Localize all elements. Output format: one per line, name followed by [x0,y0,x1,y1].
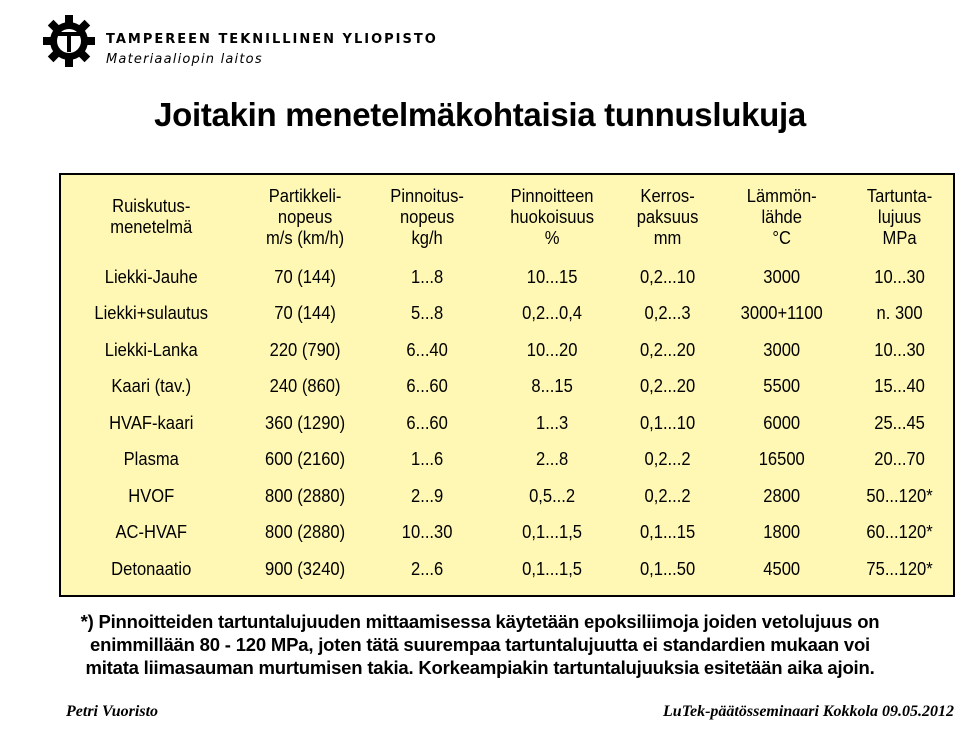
table-cell: 0,2...20 [639,376,696,397]
table-cell: 50...120* [866,485,933,506]
header-method: Ruiskutus- menetelmä [110,196,193,237]
table-cell: 2800 [763,485,801,506]
table-cell: Plasma [123,449,179,470]
table-cell: Liekki-Jauhe [104,266,198,287]
table-cell: 0,2...3 [644,303,691,324]
table-row [61,405,952,442]
table-cell: 1...8 [411,266,444,287]
table-cell: 8...15 [531,376,573,397]
table-row [61,515,952,552]
table-cell: 800 (2880) [265,485,346,506]
table-cell: 0,1...15 [639,522,696,543]
table-cell: 3000+1100 [740,303,823,324]
table-cell: 220 (790) [269,339,341,360]
table-cell: 6...40 [406,339,448,360]
footnote-line: mitata liimasauman murtumisen takia. Korkeampiakin tartuntalujuuksia esitetään aika ajoin. [85,657,875,678]
table-row [61,332,952,369]
table-cell: 15...40 [874,376,925,397]
table-cell: 2...8 [535,449,569,470]
table-cell: 10...20 [526,339,578,360]
table-cell: 20...70 [874,449,925,470]
table-cell: Detonaatio [111,558,192,579]
footnote-line: enimmillään 80 - 120 MPa, joten tätä suurempaa tartuntalujuutta ei standardien mukaan voi [90,634,870,655]
table-cell: 5500 [763,376,801,397]
table-cell: 1800 [763,522,801,543]
table-cell: HVOF [128,485,175,506]
table-cell: 600 (2160) [265,449,346,470]
table-cell: 2...9 [411,485,444,506]
slide-title: Joitakin menetelmäkohtaisia tunnuslukuja [154,96,806,133]
table-cell: AC-HVAF [115,522,187,543]
table-cell: HVAF-kaari [109,412,194,433]
table-row [61,296,952,333]
table-cell: 0,2...20 [639,339,696,360]
table-cell: 10...30 [874,266,925,287]
table-cell: 0,2...2 [644,449,691,470]
gear-logo-icon [40,12,98,70]
department-name: Materiaaliopin laitos [106,52,263,67]
table-cell: 16500 [758,449,805,470]
table-cell: Liekki+sulautus [94,303,209,324]
header-particle-velocity: Partikkeli- nopeus m/s (km/h) [265,185,345,248]
table-cell: 70 (144) [274,266,336,287]
table-cell: Kaari (tav.) [111,376,192,397]
table-cell: 0,2...2 [644,485,691,506]
table-cell: 0,1...10 [639,412,696,433]
table-cell: 800 (2880) [265,522,346,543]
header-adhesion: Tartunta- lujuus MPa [866,185,933,248]
footer-author: Petri Vuoristo [66,703,159,720]
table-cell: 3000 [763,339,801,360]
table-cell: 6000 [763,412,801,433]
table-row [61,551,952,588]
organization-name: TAMPEREEN TEKNILLINEN YLIOPISTO [106,32,438,47]
table-cell: 0,1...1,5 [522,522,583,543]
table-cell: 5...8 [411,303,444,324]
table-cell: 0,1...1,5 [522,558,583,579]
data-table [61,175,952,588]
table-cell: 4500 [763,558,801,579]
table-cell: 1...3 [535,412,569,433]
table-cell: n. 300 [876,303,923,324]
header-thickness: Kerros- paksuus mm [636,185,699,248]
table-cell: 240 (860) [269,376,341,397]
footer-event: LuTek-päätösseminaari Kokkola 09.05.2012 [663,703,954,720]
table-cell: 70 (144) [274,303,336,324]
table-row [61,369,952,406]
table-cell: 0,2...0,4 [522,303,583,324]
table-cell: 60...120* [866,522,933,543]
footnote [0,610,960,679]
footnote-line: *) Pinnoitteiden tartuntalujuuden mittaamisessa käytetään epoksiliimoja joiden vetolujuus on [80,611,880,632]
table-cell: 1...6 [411,449,444,470]
data-table-container [59,173,955,597]
header-porosity: Pinnoitteen huokoisuus % [510,185,594,248]
table-cell: 0,5...2 [529,485,576,506]
table-cell: Liekki-Lanka [104,339,198,360]
table-cell: 3000 [763,266,801,287]
table-row [61,259,952,296]
table-header-row [61,175,952,259]
header-coating-rate: Pinnoitus- nopeus kg/h [390,185,464,248]
table-cell: 75...120* [866,558,933,579]
table-cell: 25...45 [874,412,925,433]
header-heat-source: Lämmön- lähde °C [746,185,817,248]
table-cell: 0,1...50 [639,558,696,579]
table-cell: 900 (3240) [265,558,346,579]
table-cell: 360 (1290) [265,412,346,433]
table-cell: 10...30 [874,339,925,360]
table-cell: 10...15 [526,266,578,287]
table-cell: 2...6 [411,558,444,579]
table-cell: 0,2...10 [639,266,696,287]
header-logo [40,12,460,72]
table-cell: 6...60 [406,412,448,433]
table-row [61,442,952,479]
table-cell: 10...30 [401,522,453,543]
table-cell: 6...60 [406,376,448,397]
table-row [61,478,952,515]
